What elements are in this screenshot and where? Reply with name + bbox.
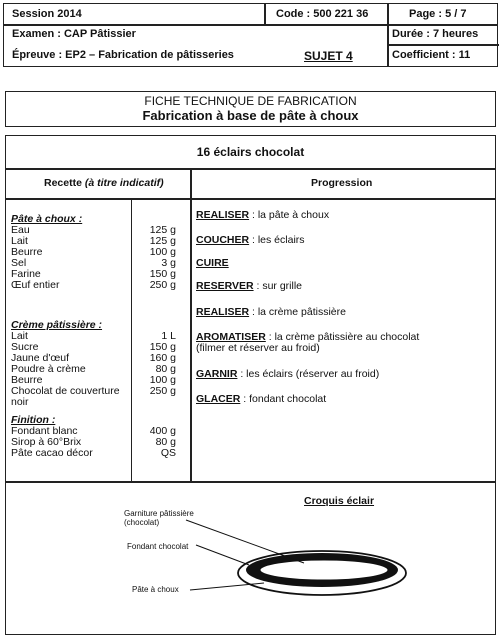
ingredient-qty: 3 g (161, 257, 176, 269)
ingredient-qty: 150 g (149, 341, 176, 353)
ingredient-name: Sucre (11, 341, 39, 353)
ingredient-qty: 160 g (149, 352, 176, 364)
ingredient-name: Lait (11, 330, 28, 342)
ingredient-name: Sirop à 60°Brix (11, 436, 82, 448)
progression-step (196, 307, 346, 318)
ingredient-qty: 100 g (149, 246, 176, 258)
progression-detail: : fondant chocolat (240, 393, 327, 405)
croquis-label-garniture-note: (chocolat) (124, 518, 160, 527)
progression-verb: COUCHER (196, 234, 250, 246)
ingredient-name: Lait (11, 235, 28, 247)
ingredient-name: Chocolat de couverture (11, 385, 120, 397)
ingredient-name: Farine (11, 268, 41, 280)
section-title: Crème pâtissière : (11, 319, 103, 331)
progression-step (196, 343, 320, 354)
examen-label: Examen : CAP Pâtissier (12, 28, 136, 40)
progression-step (196, 210, 329, 221)
progression-step (196, 369, 379, 380)
progression-verb: GLACER (196, 393, 241, 405)
progression-detail: : la pâte à choux (249, 209, 330, 221)
ingredient-qty: 250 g (149, 279, 176, 291)
ingredient-qty: 100 g (149, 374, 176, 386)
croquis-title: Croquis éclair (304, 495, 375, 507)
session-label: Session 2014 (12, 8, 82, 20)
progression-detail: (filmer et réserver au froid) (196, 342, 320, 354)
progression-detail: : la crème pâtissière au chocolat (265, 331, 420, 343)
croquis-label-fondant: Fondant chocolat (127, 542, 189, 551)
ingredient-name: Œuf entier (11, 279, 60, 291)
ingredient-qty: 150 g (149, 268, 176, 280)
progression-detail: : les éclairs (249, 234, 305, 246)
progression-header: Progression (311, 177, 373, 189)
ingredient-qty: 125 g (149, 235, 176, 247)
croquis-label-choux: Pâte à choux (132, 585, 179, 594)
ingredient-name: Eau (11, 224, 30, 236)
ingredient-name: Pâte cacao décor (11, 447, 93, 459)
progression-verb: GARNIR (196, 368, 238, 380)
progression-verb: RESERVER (196, 280, 254, 292)
progression-step (196, 235, 305, 246)
croquis-label-garniture: Garniture pâtissière (124, 509, 194, 518)
progression-step (196, 258, 229, 269)
fiche-line2: Fabrication à base de pâte à choux (142, 108, 359, 123)
progression-verb: REALISER (196, 306, 250, 318)
eclair-sketch (6, 482, 495, 632)
fiche-title-box (5, 91, 496, 127)
epreuve-label: Épreuve : EP2 – Fabrication de pâtisseries (12, 49, 234, 61)
progression-detail: : les éclairs (réserver au froid) (237, 368, 380, 380)
exam-header (3, 3, 498, 67)
ingredient-name: noir (11, 396, 29, 408)
recipe-table (5, 135, 496, 635)
page-label: Page : 5 / 7 (409, 8, 467, 20)
progression-step (196, 394, 326, 405)
duree-label: Durée : 7 heures (392, 28, 479, 40)
ingredient-qty: 80 g (155, 436, 176, 448)
ingredient-qty: 400 g (149, 425, 176, 437)
code-label: Code : 500 221 36 (276, 8, 369, 20)
progression-verb: CUIRE (196, 257, 229, 269)
ingredient-name: Fondant blanc (11, 425, 78, 437)
progression-detail: : la crème pâtissière (249, 306, 346, 318)
ingredient-qty: 125 g (149, 224, 176, 236)
progression-step (196, 281, 302, 292)
progression-verb: AROMATISER (196, 331, 266, 343)
recette-header: Recette (à titre indicatif) (44, 177, 164, 189)
ingredient-name: Jaune d'œuf (11, 352, 70, 364)
coefficient-label: Coefficient : 11 (392, 49, 471, 61)
ingredient-qty: 80 g (155, 363, 176, 375)
ingredient-qty: QS (160, 447, 176, 459)
ingredient-name: Sel (11, 257, 27, 269)
ingredient-name: Poudre à crème (11, 363, 86, 375)
section-title: Pâte à choux : (11, 213, 83, 225)
ingredient-name: Beurre (11, 246, 43, 258)
recipe-title: 16 éclairs chocolat (196, 145, 305, 159)
ingredient-qty: 250 g (149, 385, 176, 397)
ingredient-name: Beurre (11, 374, 43, 386)
progression-verb: REALISER (196, 209, 250, 221)
fiche-line1: FICHE TECHNIQUE DE FABRICATION (144, 94, 357, 108)
section-title: Finition : (11, 414, 56, 426)
sujet-label: SUJET 4 (304, 49, 353, 63)
eclair-garniture (260, 560, 388, 580)
progression-detail: : sur grille (253, 280, 303, 292)
ingredient-qty: 1 L (161, 330, 176, 342)
